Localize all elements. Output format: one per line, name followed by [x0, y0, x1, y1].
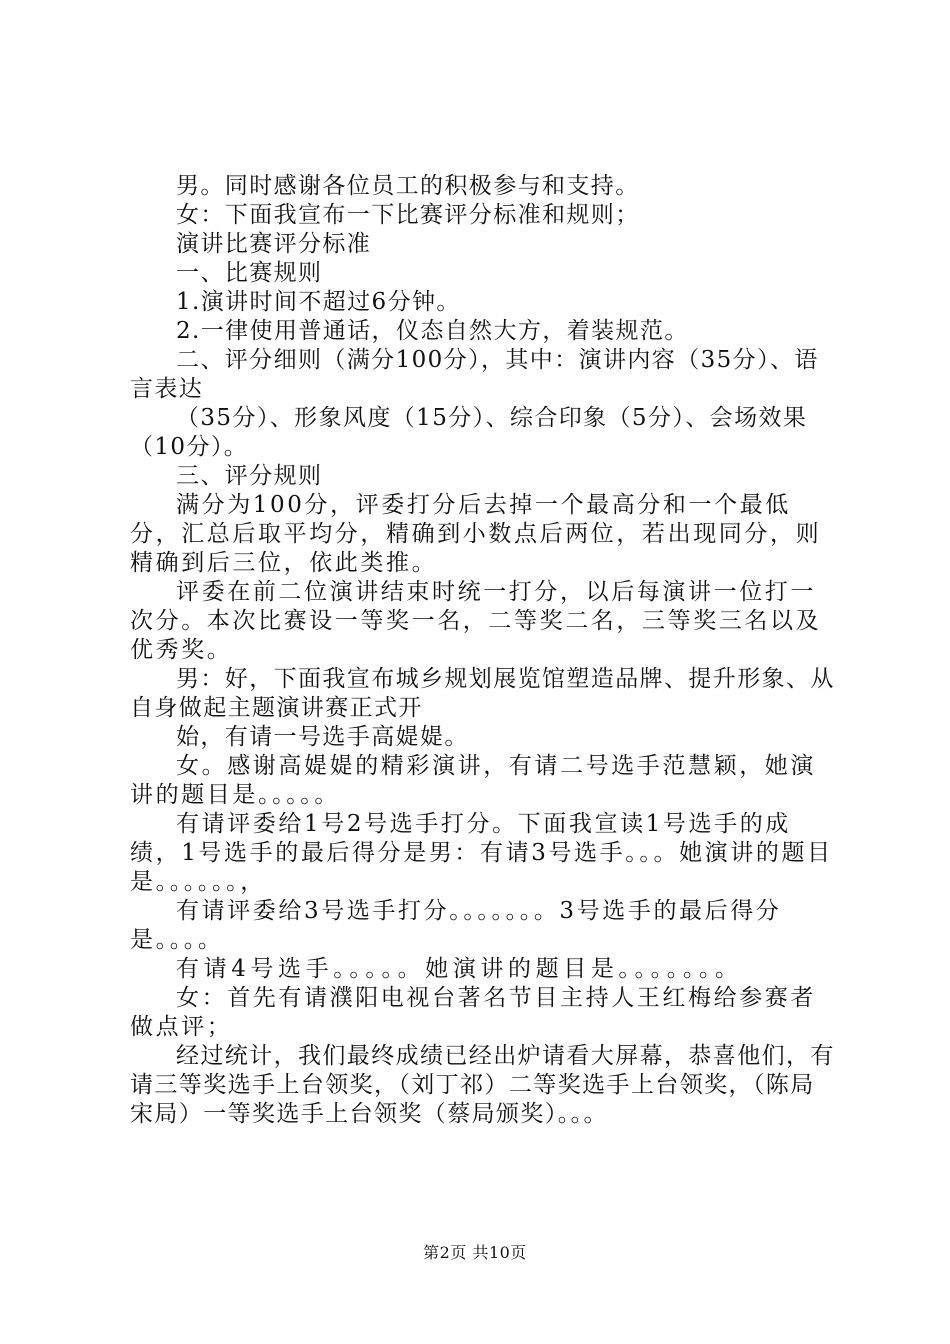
paragraph: 经过统计，我们最终成绩已经出炉请看大屏幕，恭喜他们，有请三等奖选手上台领奖，（刘丁祁）二等奖选手上台领奖，（陈局宋局）一等奖选手上台领奖（蔡局颁奖）。。。 — [130, 1043, 835, 1127]
paragraph: 满分为100分，评委打分后去掉一个最高分和一个最低分，汇总后取平均分，精确到小数点后两位，若出现同分，则精确到后三位，依此类推。 — [130, 492, 822, 576]
document-body — [130, 172, 838, 1129]
paragraph: 女。感谢高媞媞的精彩演讲，有请二号选手范慧颖，她演讲的题目是。。。。。 — [130, 753, 816, 808]
paragraph: 有请评委给3号选手打分。。。。。。。3号选手的最后得分是。。。。 — [130, 898, 782, 953]
paragraph: （35分）、形象风度（15分）、综合印象（5分）、会场效果（10分）。 — [130, 405, 808, 460]
paragraph: 女：下面我宣布一下比赛评分标准和规则； — [176, 202, 640, 228]
paragraph: 评委在前二位演讲结束时统一打分，以后每演讲一位打一次分。本次比赛设一等奖一名，二等奖二名，三等奖三名以及优秀奖。 — [130, 579, 822, 663]
paragraph: 有请4号选手。。。。。她演讲的题目是。。。。。。。 — [176, 956, 743, 982]
paragraph: 始，有请一号选手高媞媞。 — [176, 724, 469, 750]
paragraph: 三、评分规则 — [176, 463, 323, 489]
paragraph: 男。同时感谢各位员工的积极参与和支持。 — [176, 173, 640, 199]
page-number-label: 第2页 共10页 — [423, 1243, 527, 1262]
paragraph: 一、比赛规则 — [176, 260, 323, 286]
paragraph: 2.一律使用普通话，仪态自然大方，着装规范。 — [176, 318, 689, 344]
paragraph: 女：首先有请濮阳电视台著名节目主持人王红梅给参赛者做点评； — [130, 985, 816, 1040]
paragraph: 二、评分细则（满分100分），其中：演讲内容（35分）、语言表达 — [130, 347, 819, 402]
paragraph: 男：好，下面我宣布城乡规划展览馆塑造品牌、提升形象、从自身做起主题演讲赛正式开 — [130, 666, 835, 721]
paragraph: 有请评委给1号2号选手打分。下面我宣读1号选手的成绩，1号选手的最后得分是男：有请3号选手。。。她演讲的题目是。。。。。。， — [130, 811, 833, 895]
paragraph: 1.演讲时间不超过6分钟。 — [176, 289, 461, 315]
paragraph: 演讲比赛评分标准 — [176, 231, 372, 257]
page-footer — [0, 1243, 950, 1263]
